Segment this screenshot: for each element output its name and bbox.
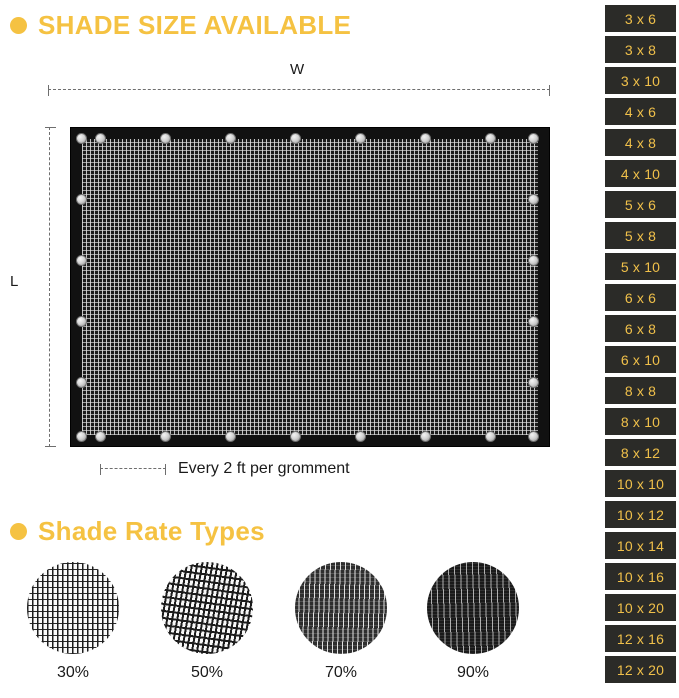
grommet-spacing-text: Every 2 ft per gromment [178, 460, 350, 477]
grommet [76, 133, 87, 144]
size-chip[interactable]: 10 x 10 [605, 470, 676, 497]
shade-rate-swatch [156, 562, 258, 682]
grommet-spacing-note [100, 460, 350, 478]
size-chip[interactable]: 10 x 20 [605, 594, 676, 621]
grommet [528, 431, 539, 442]
shade-rate-disc-50 [161, 562, 253, 654]
size-chip[interactable]: 4 x 6 [605, 98, 676, 125]
shade-cloth-mesh [82, 139, 538, 435]
grommet [528, 255, 539, 266]
shade-size-heading [10, 12, 351, 38]
size-chip[interactable]: 12 x 20 [605, 656, 676, 683]
length-dimension-cap-bottom [45, 446, 56, 447]
grommet [95, 133, 106, 144]
shade-cloth [70, 127, 550, 447]
grommet [485, 431, 496, 442]
bullet-dot-icon [10, 17, 27, 34]
size-chip[interactable]: 6 x 10 [605, 346, 676, 373]
grommet [76, 431, 87, 442]
width-dimension-cap-right [549, 85, 550, 96]
size-chip[interactable]: 8 x 12 [605, 439, 676, 466]
shade-rate-disc-30 [27, 562, 119, 654]
shade-rate-swatch [22, 562, 124, 682]
size-chip[interactable]: 5 x 6 [605, 191, 676, 218]
grommet [420, 431, 431, 442]
grommet-spacing-dimension-line [100, 468, 166, 470]
size-chip[interactable]: 6 x 8 [605, 315, 676, 342]
grommet [420, 133, 431, 144]
shade-rate-swatch-list [22, 562, 582, 692]
grommet [225, 133, 236, 144]
grommet [76, 316, 87, 327]
width-label: W [290, 61, 305, 78]
width-dimension-line [48, 89, 550, 91]
size-list [600, 0, 679, 698]
grommet [528, 377, 539, 388]
shade-size-title: SHADE SIZE AVAILABLE [38, 10, 352, 40]
size-chip[interactable]: 4 x 10 [605, 160, 676, 187]
grommet-spacing-cap-left [100, 464, 101, 475]
size-chip[interactable]: 12 x 16 [605, 625, 676, 652]
size-chip[interactable]: 3 x 10 [605, 67, 676, 94]
size-chip[interactable]: 8 x 8 [605, 377, 676, 404]
grommet [528, 133, 539, 144]
size-chip[interactable]: 5 x 10 [605, 253, 676, 280]
grommet [76, 377, 87, 388]
grommet [290, 133, 301, 144]
grommet [160, 133, 171, 144]
length-label: L [10, 273, 19, 290]
grommet [290, 431, 301, 442]
size-chip[interactable]: 4 x 8 [605, 129, 676, 156]
grommet [355, 431, 366, 442]
shade-rate-disc-90 [427, 562, 519, 654]
shade-rate-label: 50% [190, 664, 224, 681]
shade-cloth-diagram [0, 55, 600, 495]
size-chip[interactable]: 10 x 12 [605, 501, 676, 528]
grommet [355, 133, 366, 144]
shade-rate-label: 70% [324, 664, 358, 681]
bullet-dot-icon [10, 523, 27, 540]
grommet [225, 431, 236, 442]
grommet-spacing-cap-right [165, 464, 166, 475]
shade-rate-swatch [290, 562, 392, 682]
width-dimension-cap-left [48, 85, 49, 96]
grommet [485, 133, 496, 144]
shade-rate-disc-70 [295, 562, 387, 654]
size-chip[interactable]: 10 x 14 [605, 532, 676, 559]
size-chip[interactable]: 3 x 8 [605, 36, 676, 63]
size-chip[interactable]: 3 x 6 [605, 5, 676, 32]
grommet [160, 431, 171, 442]
shade-rate-label: 30% [56, 664, 90, 681]
size-chip[interactable]: 5 x 8 [605, 222, 676, 249]
length-dimension-line [49, 127, 51, 447]
shade-rate-title: Shade Rate Types [38, 516, 265, 546]
shade-rate-heading [10, 518, 265, 544]
size-chip[interactable]: 6 x 6 [605, 284, 676, 311]
size-chip[interactable]: 10 x 16 [605, 563, 676, 590]
grommet [528, 316, 539, 327]
grommet [76, 194, 87, 205]
shade-rate-swatch [422, 562, 524, 682]
grommet [95, 431, 106, 442]
shade-rate-label: 90% [456, 664, 490, 681]
length-dimension-cap-top [45, 127, 56, 128]
size-chip[interactable]: 8 x 10 [605, 408, 676, 435]
grommet [528, 194, 539, 205]
grommet [76, 255, 87, 266]
